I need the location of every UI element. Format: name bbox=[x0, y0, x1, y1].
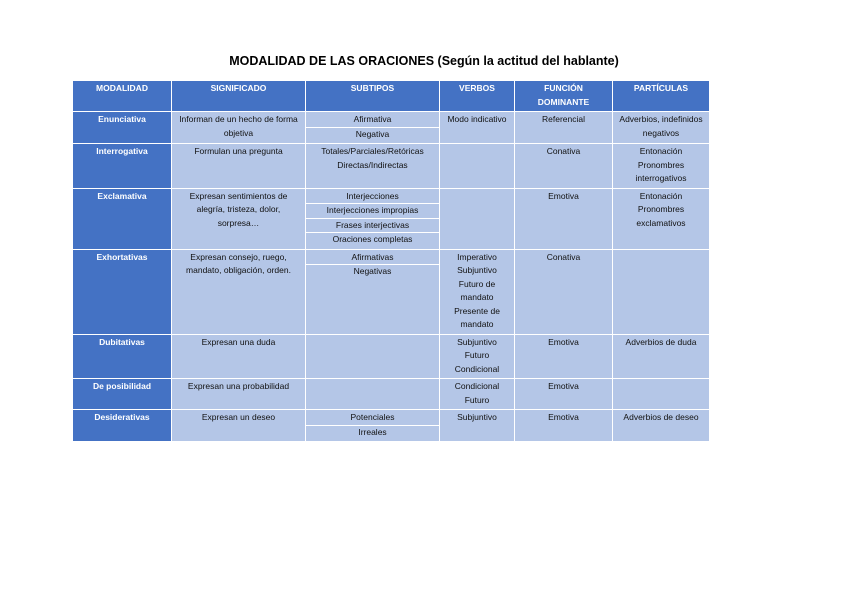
particulas-cell bbox=[613, 410, 710, 442]
subtipos-cell bbox=[306, 410, 440, 442]
funcion-cell: Emotiva bbox=[515, 334, 613, 379]
table-row bbox=[73, 144, 710, 189]
modalidad-cell: De posibilidad bbox=[73, 379, 172, 410]
significado-cell: Expresan consejo, ruego, mandato, obligación, orden. bbox=[172, 249, 306, 334]
verbos-cell-item: Modo indicativo bbox=[447, 114, 507, 124]
particulas-cell-item: Pronombres interrogativos bbox=[635, 159, 687, 183]
particulas-cell bbox=[613, 112, 710, 144]
particulas-cell-item: Adverbios, indefinidos negativos bbox=[619, 114, 703, 138]
funcion-cell: Conativa bbox=[515, 249, 613, 334]
particulas-cell-item: Pronombres exclamativos bbox=[636, 204, 686, 228]
significado-cell: Expresan una duda bbox=[172, 334, 306, 379]
funcion-cell: Conativa bbox=[515, 144, 613, 189]
modalidad-cell: Desiderativas bbox=[73, 410, 172, 442]
modalidad-cell: Enunciativa bbox=[73, 112, 172, 144]
significado-cell: Formulan una pregunta bbox=[172, 144, 306, 189]
header-verbos: VERBOS bbox=[440, 81, 515, 112]
funcion-cell: Emotiva bbox=[515, 188, 613, 249]
significado-cell: Expresan una probabilidad bbox=[172, 379, 306, 410]
verbos-cell bbox=[440, 410, 515, 442]
header-funcion: FUNCIÓN DOMINANTE bbox=[515, 81, 613, 112]
particulas-cell bbox=[613, 188, 710, 249]
modalidad-cell: Dubitativas bbox=[73, 334, 172, 379]
particulas-cell bbox=[613, 379, 710, 410]
verbos-cell-item: Futuro bbox=[464, 350, 490, 360]
subtipos-cell-item: Frases interjectivas bbox=[306, 219, 439, 234]
modalidad-cell: Exclamativa bbox=[73, 188, 172, 249]
significado-cell: Informan de un hecho de forma objetiva bbox=[172, 112, 306, 144]
significado-cell: Expresan sentimientos de alegría, tristeza, dolor, sorpresa… bbox=[172, 188, 306, 249]
significado-cell: Expresan un deseo bbox=[172, 410, 306, 442]
table-row bbox=[73, 379, 710, 410]
particulas-cell-item: Adverbios de deseo bbox=[623, 412, 699, 422]
particulas-cell bbox=[613, 144, 710, 189]
verbos-cell bbox=[440, 112, 515, 144]
subtipos-cell bbox=[306, 188, 440, 249]
subtipos-cell bbox=[306, 379, 440, 410]
subtipos-cell bbox=[306, 249, 440, 334]
modality-table bbox=[72, 80, 710, 442]
subtipos-cell-item: Negativa bbox=[355, 128, 390, 139]
subtipos-cell-item: Irreales bbox=[358, 426, 387, 437]
verbos-cell-item: Presente de mandato bbox=[454, 305, 500, 329]
subtipos-cell bbox=[306, 334, 440, 379]
verbos-cell bbox=[440, 379, 515, 410]
particulas-cell-item: Entonación bbox=[639, 146, 683, 156]
table-row bbox=[73, 188, 710, 249]
funcion-cell: Emotiva bbox=[515, 379, 613, 410]
verbos-cell-item: Subjuntivo bbox=[457, 336, 497, 347]
verbos-cell bbox=[440, 334, 515, 379]
verbos-cell-item: Subjuntivo bbox=[457, 412, 497, 422]
table-row bbox=[73, 410, 710, 442]
subtipos-cell bbox=[306, 144, 440, 189]
table-row bbox=[73, 334, 710, 379]
subtipos-cell-item: Potenciales bbox=[306, 411, 439, 426]
particulas-cell bbox=[613, 334, 710, 379]
verbos-cell-item: Condicional bbox=[454, 363, 500, 374]
header-modalidad: MODALIDAD bbox=[73, 81, 172, 112]
particulas-cell-item: Entonación bbox=[639, 190, 683, 201]
funcion-cell: Referencial bbox=[515, 112, 613, 144]
verbos-cell-item: Futuro bbox=[464, 394, 490, 405]
verbos-cell bbox=[440, 249, 515, 334]
page-title: MODALIDAD DE LAS ORACIONES (Según la actitud del hablante) bbox=[229, 54, 619, 68]
verbos-cell bbox=[440, 144, 515, 189]
table-row bbox=[73, 249, 710, 334]
subtipos-cell-item: Oraciones completas bbox=[332, 234, 413, 244]
subtipos-cell-item: Interjecciones bbox=[306, 190, 439, 205]
subtipos-cell bbox=[306, 112, 440, 144]
verbos-cell-item: Imperativo bbox=[457, 251, 497, 262]
header-significado: SIGNIFICADO bbox=[172, 81, 306, 112]
verbos-cell-item: Futuro de mandato bbox=[458, 278, 496, 302]
particulas-cell bbox=[613, 249, 710, 334]
header-row bbox=[73, 81, 710, 112]
funcion-cell: Emotiva bbox=[515, 410, 613, 442]
subtipos-cell-item: Interjecciones impropias bbox=[306, 204, 439, 219]
modalidad-cell: Interrogativa bbox=[73, 144, 172, 189]
table-row bbox=[73, 112, 710, 144]
verbos-cell bbox=[440, 188, 515, 249]
header-particulas: PARTÍCULAS bbox=[613, 81, 710, 112]
modalidad-cell: Exhortativas bbox=[73, 249, 172, 334]
verbos-cell-item: Condicional bbox=[454, 381, 500, 391]
subtipos-cell-item: Afirmativa bbox=[306, 113, 439, 128]
header-subtipos: SUBTIPOS bbox=[306, 81, 440, 112]
subtipos-cell-item: Negativas bbox=[353, 266, 392, 276]
subtipos-cell-item: Afirmativas bbox=[306, 251, 439, 266]
particulas-cell-item: Adverbios de duda bbox=[625, 336, 697, 347]
verbos-cell-item: Subjuntivo bbox=[457, 265, 497, 275]
subtipos-cell-item: Totales/Parciales/Retóricas Directas/Indirectas bbox=[321, 146, 424, 170]
